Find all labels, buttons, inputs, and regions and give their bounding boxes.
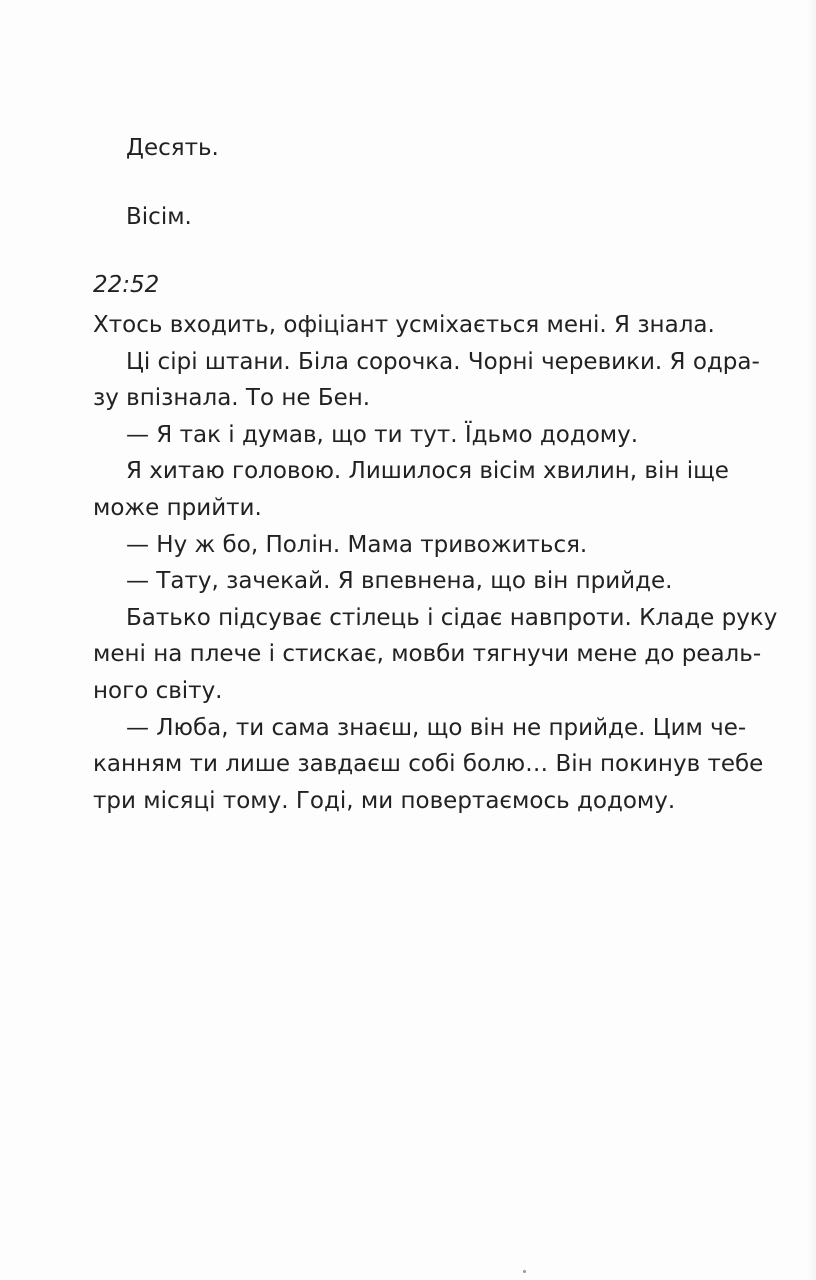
- paragraph: [93, 527, 697, 564]
- text-line: три місяці тому. Годі, ми повертаємось додому.: [93, 787, 676, 814]
- paragraph: [93, 563, 697, 600]
- paragraph: [93, 710, 764, 820]
- text-line: Я хитаю головою. Лишилося вісім хвилин, він іще: [126, 458, 729, 485]
- text-line: Батько підсуває стілець і сідає навпроти. Кладе руку: [126, 604, 778, 631]
- text-line: ного світу.: [93, 677, 223, 704]
- paragraph: [93, 344, 760, 417]
- text-line: — Ну ж бо, Полін. Мама тривожиться.: [126, 531, 588, 558]
- countdown-line: Вісім.: [126, 204, 192, 230]
- paragraph: [93, 417, 697, 454]
- text-line: — Люба, ти сама знаєш, що він не прийде. Цим че-: [126, 714, 747, 741]
- paragraph: [93, 600, 778, 710]
- paragraph: [93, 453, 729, 526]
- text-line: — Я так і думав, що ти тут. Їдьмо додому.: [126, 421, 639, 448]
- print-speck: [523, 1270, 526, 1273]
- text-line: Ці сірі штани. Біла сорочка. Чорні черевики. Я одра-: [126, 348, 760, 375]
- text-line: зу впізнала. То не Бен.: [93, 385, 371, 412]
- text-line: може прийти.: [93, 494, 262, 521]
- page-edge-shadow: [808, 0, 816, 1280]
- text-line: Хтось входить, офіціант усміхається мені. Я знала.: [93, 312, 715, 338]
- text-line: — Тату, зачекай. Я впевнена, що він прийде.: [126, 568, 673, 595]
- countdown-line: Десять.: [126, 135, 219, 161]
- body-text: [93, 307, 778, 819]
- text-line: мені на плече і стискає, мовби тягнучи мене до реаль-: [93, 641, 762, 668]
- text-line: канням ти лише завдаєш собі болю… Він покинув тебе: [93, 751, 764, 778]
- paragraph: [93, 307, 715, 344]
- time-heading: 22:52: [93, 272, 160, 298]
